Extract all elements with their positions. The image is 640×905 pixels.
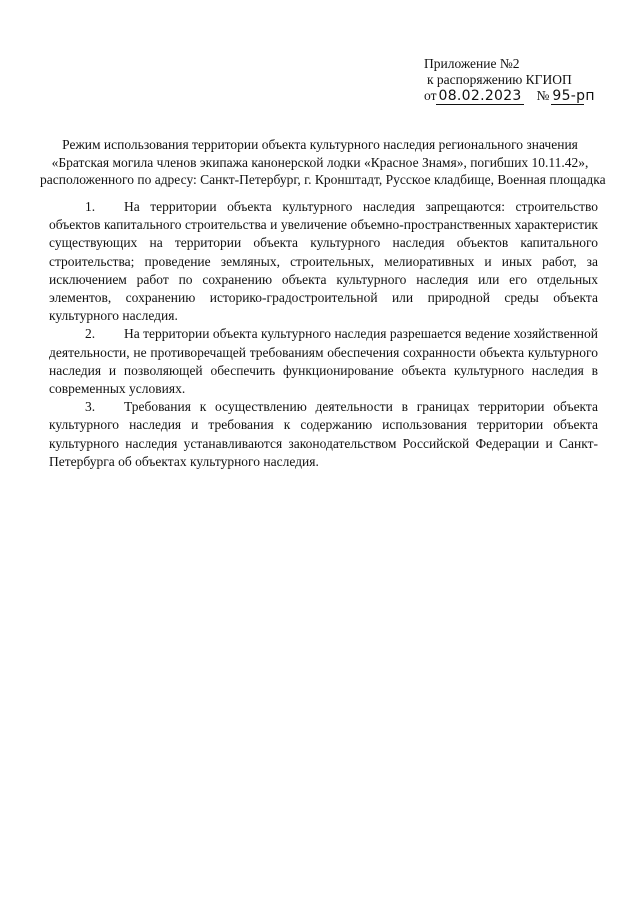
- title-line-3: расположенного по адресу: Санкт-Петербург, г. Кронштадт, Русское кладбище, Военная площадка: [40, 172, 606, 187]
- appendix-order-reference: к распоряжению КГИОП: [427, 72, 572, 87]
- paragraph-number: 2.: [85, 326, 96, 342]
- title-line-1: Режим использования территории объекта культурного наследия регионального значения: [62, 137, 578, 152]
- paragraph-text: На территории объекта культурного наследия запрещаются: строительство объектов капитального строительства и увеличение объемно-пространственных характеристик существующих на территории объекта культурного наследия объектов капитального строительства; проведение земляных, строительных, мелиоративных и иных работ, за исключением работ по сохранению объекта культурного наследия или его отдельных элементов, сохранению историко-градостроительной или природной среды объекта культурного наследия.: [49, 199, 598, 324]
- title-line-2: «Братская могила членов экипажа канонерской лодки «Красное Знамя», погибших 10.11.42»,: [51, 154, 589, 170]
- paragraph-number: 1.: [85, 199, 96, 214]
- appendix-header: [424, 56, 624, 105]
- date-prefix: от: [424, 88, 437, 103]
- paragraph-2: [49, 325, 598, 398]
- paragraph-number: 3.: [85, 399, 96, 415]
- number-prefix: №: [536, 88, 550, 103]
- paragraph-text: На территории объекта культурного наследия разрешается ведение хозяйственной деятельности, не противоречащей требованиям обеспечения сохранности объекта культурного наследия и позволяющей обеспечить функционирование объекта культурного наследия в современных условиях.: [49, 326, 598, 397]
- number-value: 95-рп: [552, 88, 595, 104]
- appendix-title: Приложение №2: [424, 56, 520, 71]
- document-body: [49, 198, 598, 471]
- document-title: [40, 136, 606, 189]
- date-value: 08.02.2023: [436, 89, 524, 105]
- paragraph-1: [49, 198, 598, 325]
- paragraph-text: Требования к осуществлению деятельности в границах территории объекта культурного наследия и требования к содержанию использования территории объекта культурного наследия устанавливаются законодательством Российской Федерации и Санкт-Петербурга об объектах культурного наследия.: [49, 399, 598, 469]
- paragraph-3: [49, 398, 598, 471]
- appendix-date-number-line: [424, 88, 624, 105]
